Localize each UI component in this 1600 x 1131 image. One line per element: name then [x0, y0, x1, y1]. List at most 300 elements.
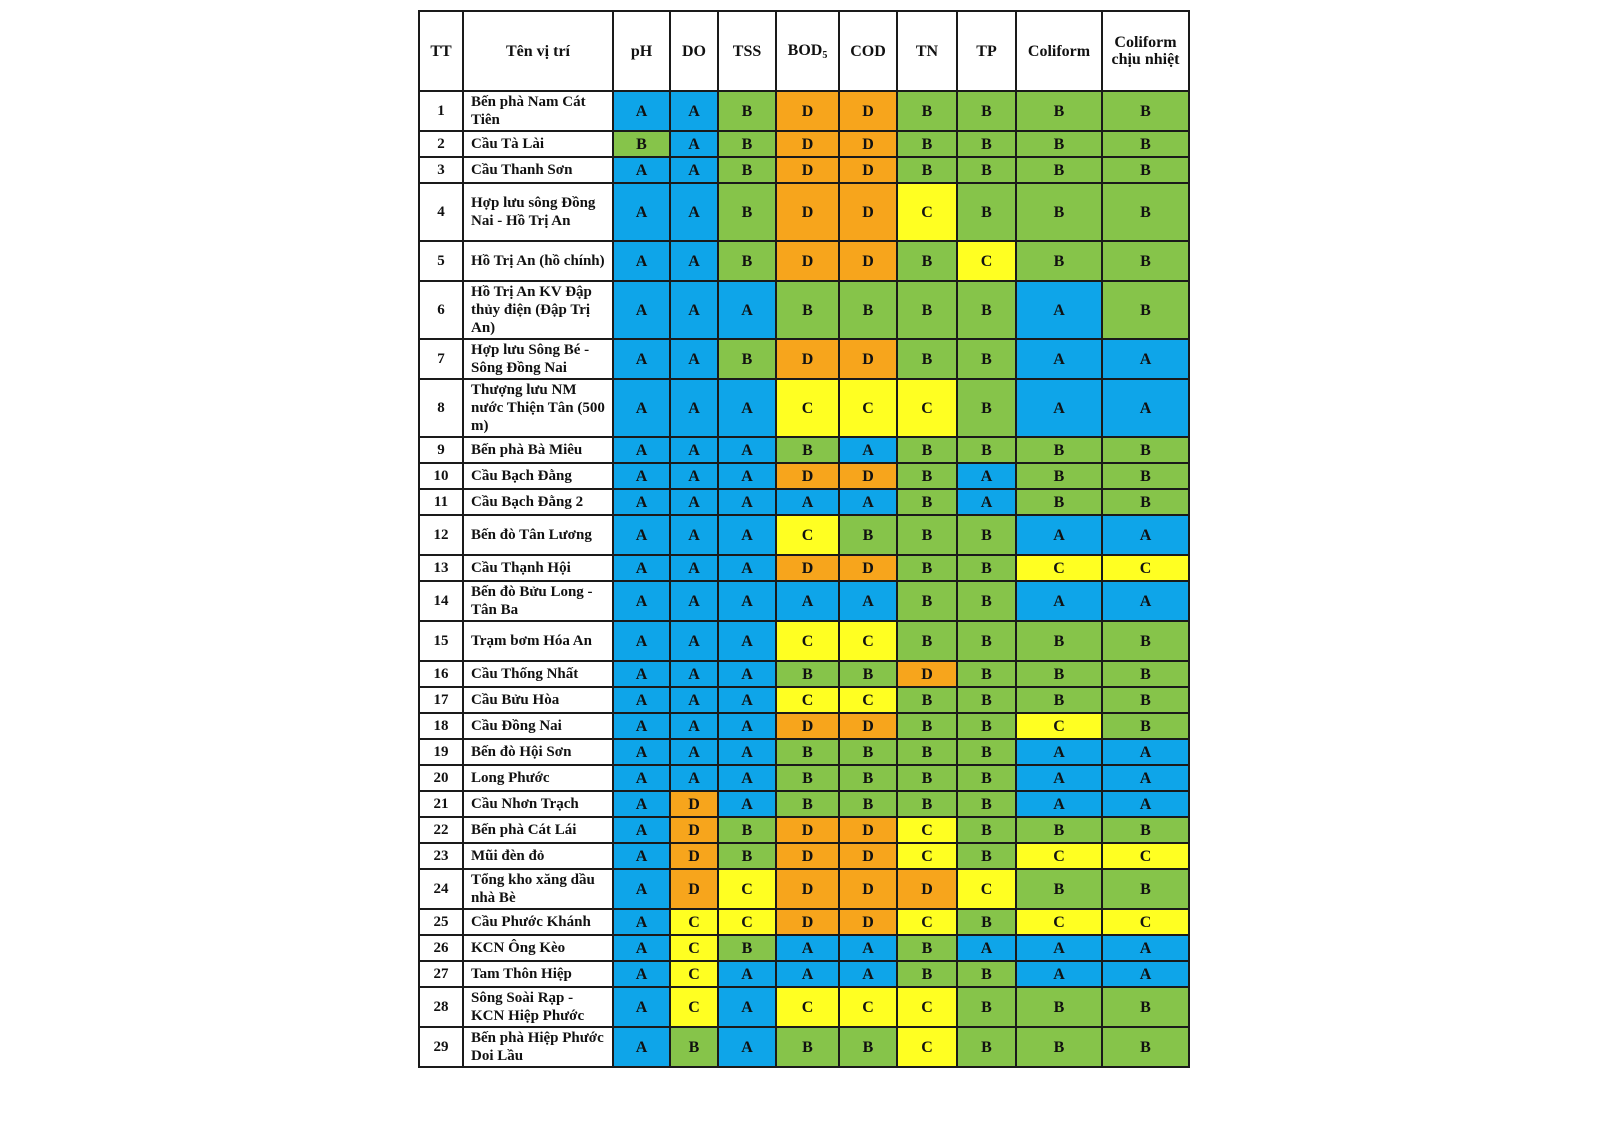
grade-cell-do: A [670, 131, 718, 157]
grade-cell-tp: B [957, 183, 1016, 241]
grade-cell-cod: D [839, 463, 897, 489]
grade-cell-ph: A [613, 869, 670, 909]
grade-cell-tn: D [897, 661, 957, 687]
grade-cell-coliform-heat: C [1102, 843, 1189, 869]
location-name: Cầu Bạch Đằng 2 [463, 489, 613, 515]
grade-cell-do: C [670, 935, 718, 961]
grade-cell-tp: B [957, 339, 1016, 379]
row-number: 17 [419, 687, 463, 713]
grade-cell-tn: B [897, 241, 957, 281]
location-name: Bến phà Hiệp Phước Doi Lầu [463, 1027, 613, 1067]
grade-cell-ph: A [613, 765, 670, 791]
grade-cell-ph: A [613, 581, 670, 621]
row-number: 21 [419, 791, 463, 817]
location-name: Bến phà Cát Lái [463, 817, 613, 843]
grade-cell-do: C [670, 909, 718, 935]
grade-cell-tp: B [957, 739, 1016, 765]
grade-cell-do: D [670, 869, 718, 909]
grade-cell-coliform-heat: B [1102, 869, 1189, 909]
grade-cell-coliform-heat: B [1102, 987, 1189, 1027]
row-number: 5 [419, 241, 463, 281]
grade-cell-cod: D [839, 91, 897, 131]
grade-cell-bod5: C [776, 987, 839, 1027]
grade-cell-bod5: D [776, 555, 839, 581]
grade-cell-coliform: A [1016, 281, 1102, 339]
grade-cell-do: B [670, 1027, 718, 1067]
grade-cell-bod5: D [776, 339, 839, 379]
grade-cell-tp: B [957, 1027, 1016, 1067]
location-name: Tam Thôn Hiệp [463, 961, 613, 987]
grade-cell-bod5: B [776, 281, 839, 339]
table-row [419, 437, 1189, 463]
table-row [419, 817, 1189, 843]
location-name: Hồ Trị An KV Đập thủy điện (Đập Trị An) [463, 281, 613, 339]
grade-cell-coliform: B [1016, 183, 1102, 241]
grade-cell-tn: C [897, 379, 957, 437]
row-number: 6 [419, 281, 463, 339]
grade-cell-do: A [670, 241, 718, 281]
location-name: Cầu Phước Khánh [463, 909, 613, 935]
grade-cell-tn: B [897, 765, 957, 791]
grade-cell-do: A [670, 515, 718, 555]
grade-cell-do: A [670, 463, 718, 489]
grade-cell-coliform-heat: B [1102, 687, 1189, 713]
grade-cell-tp: B [957, 661, 1016, 687]
grade-cell-cod: A [839, 935, 897, 961]
grade-cell-do: A [670, 379, 718, 437]
grade-cell-ph: A [613, 515, 670, 555]
grade-cell-coliform: A [1016, 935, 1102, 961]
grade-cell-tn: B [897, 489, 957, 515]
grade-cell-coliform-heat: A [1102, 379, 1189, 437]
row-number: 12 [419, 515, 463, 555]
grade-cell-ph: A [613, 713, 670, 739]
grade-cell-tn: B [897, 687, 957, 713]
grade-cell-coliform: B [1016, 463, 1102, 489]
location-name: Mũi đèn đỏ [463, 843, 613, 869]
grade-cell-cod: D [839, 555, 897, 581]
grade-cell-ph: A [613, 555, 670, 581]
grade-cell-coliform: B [1016, 817, 1102, 843]
grade-cell-coliform-heat: B [1102, 713, 1189, 739]
grade-cell-coliform-heat: B [1102, 241, 1189, 281]
grade-cell-tss: A [718, 621, 776, 661]
grade-cell-bod5: A [776, 581, 839, 621]
grade-cell-coliform: B [1016, 91, 1102, 131]
row-number: 29 [419, 1027, 463, 1067]
grade-cell-coliform-heat: B [1102, 661, 1189, 687]
grade-cell-ph: A [613, 157, 670, 183]
table-row [419, 661, 1189, 687]
header-tp: TP [957, 11, 1016, 91]
table-row [419, 687, 1189, 713]
grade-cell-tss: A [718, 281, 776, 339]
grade-cell-tp: B [957, 555, 1016, 581]
grade-cell-ph: A [613, 791, 670, 817]
grade-cell-coliform-heat: B [1102, 91, 1189, 131]
grade-cell-tss: A [718, 437, 776, 463]
table-row [419, 157, 1189, 183]
grade-cell-tss: A [718, 687, 776, 713]
grade-cell-bod5: C [776, 379, 839, 437]
grade-cell-cod: B [839, 739, 897, 765]
grade-cell-cod: B [839, 765, 897, 791]
grade-cell-coliform-heat: B [1102, 621, 1189, 661]
grade-cell-do: D [670, 791, 718, 817]
grade-cell-coliform: B [1016, 489, 1102, 515]
grade-cell-tn: B [897, 961, 957, 987]
table-row [419, 843, 1189, 869]
grade-cell-ph: A [613, 379, 670, 437]
grade-cell-cod: C [839, 687, 897, 713]
grade-cell-tss: A [718, 987, 776, 1027]
water-quality-table [418, 10, 1190, 1068]
row-number: 26 [419, 935, 463, 961]
grade-cell-ph: A [613, 339, 670, 379]
grade-cell-tn: B [897, 91, 957, 131]
grade-cell-coliform-heat: C [1102, 555, 1189, 581]
grade-cell-tn: B [897, 515, 957, 555]
grade-cell-cod: D [839, 817, 897, 843]
grade-cell-coliform-heat: A [1102, 739, 1189, 765]
grade-cell-ph: A [613, 843, 670, 869]
grade-cell-tss: A [718, 379, 776, 437]
grade-cell-tss: A [718, 1027, 776, 1067]
grade-cell-tp: B [957, 961, 1016, 987]
grade-cell-ph: A [613, 935, 670, 961]
grade-cell-coliform: C [1016, 555, 1102, 581]
row-number: 19 [419, 739, 463, 765]
table-body [419, 91, 1189, 1067]
grade-cell-tp: B [957, 687, 1016, 713]
location-name: Hợp lưu sông Đồng Nai - Hồ Trị An [463, 183, 613, 241]
row-number: 20 [419, 765, 463, 791]
grade-cell-coliform: A [1016, 339, 1102, 379]
header-row [419, 11, 1189, 91]
grade-cell-coliform: B [1016, 661, 1102, 687]
header-location-name: Tên vị trí [463, 11, 613, 91]
grade-cell-bod5: B [776, 1027, 839, 1067]
header-tt: TT [419, 11, 463, 91]
grade-cell-ph: A [613, 463, 670, 489]
grade-cell-coliform: C [1016, 843, 1102, 869]
grade-cell-coliform: A [1016, 379, 1102, 437]
grade-cell-bod5: C [776, 687, 839, 713]
row-number: 7 [419, 339, 463, 379]
location-name: Cầu Đồng Nai [463, 713, 613, 739]
grade-cell-tn: B [897, 131, 957, 157]
grade-cell-bod5: C [776, 621, 839, 661]
grade-cell-coliform: B [1016, 987, 1102, 1027]
grade-cell-ph: A [613, 1027, 670, 1067]
grade-cell-bod5: D [776, 157, 839, 183]
grade-cell-cod: B [839, 661, 897, 687]
water-quality-table-wrapper [418, 10, 1188, 1068]
row-number: 4 [419, 183, 463, 241]
grade-cell-tp: B [957, 765, 1016, 791]
grade-cell-tn: D [897, 869, 957, 909]
row-number: 18 [419, 713, 463, 739]
table-row [419, 791, 1189, 817]
grade-cell-tss: B [718, 935, 776, 961]
grade-cell-coliform: A [1016, 581, 1102, 621]
table-row [419, 739, 1189, 765]
row-number: 24 [419, 869, 463, 909]
grade-cell-ph: A [613, 739, 670, 765]
grade-cell-tss: A [718, 961, 776, 987]
grade-cell-tn: B [897, 555, 957, 581]
grade-cell-tp: C [957, 241, 1016, 281]
grade-cell-bod5: A [776, 961, 839, 987]
grade-cell-bod5: D [776, 131, 839, 157]
location-name: Sông Soài Rạp - KCN Hiệp Phước [463, 987, 613, 1027]
table-row [419, 379, 1189, 437]
grade-cell-do: C [670, 987, 718, 1027]
header-bod-label: BOD [787, 41, 823, 59]
table-row [419, 1027, 1189, 1067]
grade-cell-ph: A [613, 91, 670, 131]
location-name: Tổng kho xăng dầu nhà Bè [463, 869, 613, 909]
location-name: Hồ Trị An (hồ chính) [463, 241, 613, 281]
grade-cell-bod5: D [776, 909, 839, 935]
grade-cell-coliform: C [1016, 909, 1102, 935]
grade-cell-tn: B [897, 791, 957, 817]
grade-cell-tn: B [897, 281, 957, 339]
grade-cell-tss: B [718, 339, 776, 379]
row-number: 3 [419, 157, 463, 183]
grade-cell-tp: A [957, 489, 1016, 515]
grade-cell-bod5: A [776, 935, 839, 961]
grade-cell-bod5: B [776, 791, 839, 817]
grade-cell-tp: B [957, 987, 1016, 1027]
grade-cell-cod: B [839, 791, 897, 817]
grade-cell-do: A [670, 621, 718, 661]
grade-cell-tp: B [957, 791, 1016, 817]
grade-cell-tss: B [718, 183, 776, 241]
grade-cell-coliform: B [1016, 1027, 1102, 1067]
location-name: Bến phà Bà Miêu [463, 437, 613, 463]
grade-cell-ph: A [613, 437, 670, 463]
grade-cell-tss: A [718, 555, 776, 581]
grade-cell-tp: B [957, 817, 1016, 843]
grade-cell-do: D [670, 843, 718, 869]
grade-cell-tn: C [897, 843, 957, 869]
grade-cell-do: A [670, 581, 718, 621]
grade-cell-coliform: A [1016, 739, 1102, 765]
grade-cell-tn: B [897, 739, 957, 765]
grade-cell-cod: D [839, 843, 897, 869]
grade-cell-cod: A [839, 961, 897, 987]
header-ph: pH [613, 11, 670, 91]
grade-cell-do: A [670, 661, 718, 687]
location-name: Cầu Nhơn Trạch [463, 791, 613, 817]
grade-cell-tp: B [957, 909, 1016, 935]
grade-cell-tn: B [897, 935, 957, 961]
header-cod: COD [839, 11, 897, 91]
grade-cell-tp: C [957, 869, 1016, 909]
location-name: Cầu Thống Nhất [463, 661, 613, 687]
grade-cell-coliform: B [1016, 437, 1102, 463]
grade-cell-do: A [670, 437, 718, 463]
table-row [419, 581, 1189, 621]
row-number: 1 [419, 91, 463, 131]
grade-cell-bod5: C [776, 515, 839, 555]
table-row [419, 869, 1189, 909]
grade-cell-cod: D [839, 241, 897, 281]
table-row [419, 281, 1189, 339]
location-name: Trạm bơm Hóa An [463, 621, 613, 661]
grade-cell-coliform-heat: A [1102, 961, 1189, 987]
grade-cell-tss: A [718, 713, 776, 739]
grade-cell-coliform: B [1016, 869, 1102, 909]
grade-cell-ph: A [613, 687, 670, 713]
location-name: KCN Ông Kèo [463, 935, 613, 961]
row-number: 13 [419, 555, 463, 581]
grade-cell-tn: B [897, 713, 957, 739]
row-number: 2 [419, 131, 463, 157]
grade-cell-coliform: C [1016, 713, 1102, 739]
grade-cell-tss: B [718, 817, 776, 843]
grade-cell-bod5: A [776, 489, 839, 515]
grade-cell-bod5: D [776, 869, 839, 909]
location-name: Bến đò Tân Lương [463, 515, 613, 555]
grade-cell-bod5: D [776, 713, 839, 739]
table-row [419, 91, 1189, 131]
grade-cell-ph: A [613, 987, 670, 1027]
grade-cell-ph: A [613, 489, 670, 515]
header-bod5 [776, 11, 839, 91]
grade-cell-do: A [670, 739, 718, 765]
row-number: 28 [419, 987, 463, 1027]
grade-cell-tss: B [718, 843, 776, 869]
row-number: 27 [419, 961, 463, 987]
grade-cell-tn: C [897, 183, 957, 241]
row-number: 11 [419, 489, 463, 515]
grade-cell-do: A [670, 765, 718, 791]
grade-cell-tss: A [718, 515, 776, 555]
header-do: DO [670, 11, 718, 91]
grade-cell-do: A [670, 91, 718, 131]
table-row [419, 339, 1189, 379]
grade-cell-coliform-heat: B [1102, 1027, 1189, 1067]
row-number: 16 [419, 661, 463, 687]
grade-cell-tp: B [957, 131, 1016, 157]
grade-cell-cod: A [839, 581, 897, 621]
grade-cell-tp: B [957, 621, 1016, 661]
grade-cell-tp: B [957, 515, 1016, 555]
grade-cell-ph: A [613, 621, 670, 661]
grade-cell-tss: B [718, 91, 776, 131]
row-number: 8 [419, 379, 463, 437]
location-name: Cầu Thanh Sơn [463, 157, 613, 183]
table-row [419, 131, 1189, 157]
grade-cell-tn: B [897, 157, 957, 183]
location-name: Hợp lưu Sông Bé - Sông Đồng Nai [463, 339, 613, 379]
grade-cell-bod5: D [776, 91, 839, 131]
table-row [419, 935, 1189, 961]
table-row [419, 489, 1189, 515]
grade-cell-tp: B [957, 581, 1016, 621]
grade-cell-tss: A [718, 765, 776, 791]
grade-cell-tss: C [718, 869, 776, 909]
grade-cell-tss: A [718, 661, 776, 687]
grade-cell-cod: D [839, 183, 897, 241]
grade-cell-cod: C [839, 379, 897, 437]
row-number: 25 [419, 909, 463, 935]
grade-cell-cod: B [839, 281, 897, 339]
grade-cell-tp: B [957, 713, 1016, 739]
grade-cell-tn: B [897, 621, 957, 661]
grade-cell-tp: B [957, 379, 1016, 437]
location-name: Bến phà Nam Cát Tiên [463, 91, 613, 131]
grade-cell-tss: A [718, 739, 776, 765]
grade-cell-bod5: B [776, 661, 839, 687]
grade-cell-coliform-heat: B [1102, 281, 1189, 339]
grade-cell-cod: A [839, 437, 897, 463]
grade-cell-coliform: B [1016, 241, 1102, 281]
table-row [419, 555, 1189, 581]
row-number: 23 [419, 843, 463, 869]
grade-cell-bod5: D [776, 241, 839, 281]
grade-cell-bod5: D [776, 183, 839, 241]
grade-cell-coliform-heat: B [1102, 183, 1189, 241]
grade-cell-do: A [670, 555, 718, 581]
grade-cell-tss: B [718, 241, 776, 281]
grade-cell-cod: D [839, 869, 897, 909]
grade-cell-cod: C [839, 621, 897, 661]
grade-cell-coliform-heat: A [1102, 765, 1189, 791]
grade-cell-cod: A [839, 489, 897, 515]
location-name: Long Phước [463, 765, 613, 791]
grade-cell-tp: A [957, 935, 1016, 961]
grade-cell-cod: D [839, 157, 897, 183]
table-row [419, 183, 1189, 241]
grade-cell-coliform-heat: B [1102, 463, 1189, 489]
grade-cell-tss: B [718, 131, 776, 157]
grade-cell-tn: B [897, 463, 957, 489]
grade-cell-coliform: B [1016, 687, 1102, 713]
grade-cell-coliform-heat: B [1102, 157, 1189, 183]
grade-cell-tn: B [897, 339, 957, 379]
grade-cell-coliform: A [1016, 765, 1102, 791]
grade-cell-do: A [670, 489, 718, 515]
grade-cell-ph: A [613, 961, 670, 987]
grade-cell-bod5: D [776, 817, 839, 843]
grade-cell-cod: C [839, 987, 897, 1027]
grade-cell-tp: B [957, 843, 1016, 869]
grade-cell-tn: C [897, 817, 957, 843]
grade-cell-coliform: A [1016, 961, 1102, 987]
grade-cell-do: A [670, 339, 718, 379]
table-row [419, 463, 1189, 489]
grade-cell-tss: B [718, 157, 776, 183]
row-number: 15 [419, 621, 463, 661]
grade-cell-tp: A [957, 463, 1016, 489]
grade-cell-cod: D [839, 131, 897, 157]
grade-cell-coliform-heat: B [1102, 131, 1189, 157]
grade-cell-do: A [670, 687, 718, 713]
grade-cell-coliform-heat: B [1102, 817, 1189, 843]
location-name: Thượng lưu NM nước Thiện Tân (500 m) [463, 379, 613, 437]
location-name: Bến đò Hội Sơn [463, 739, 613, 765]
grade-cell-cod: D [839, 909, 897, 935]
grade-cell-ph: B [613, 131, 670, 157]
grade-cell-bod5: B [776, 765, 839, 791]
row-number: 9 [419, 437, 463, 463]
grade-cell-coliform-heat: A [1102, 581, 1189, 621]
grade-cell-cod: D [839, 339, 897, 379]
row-number: 22 [419, 817, 463, 843]
